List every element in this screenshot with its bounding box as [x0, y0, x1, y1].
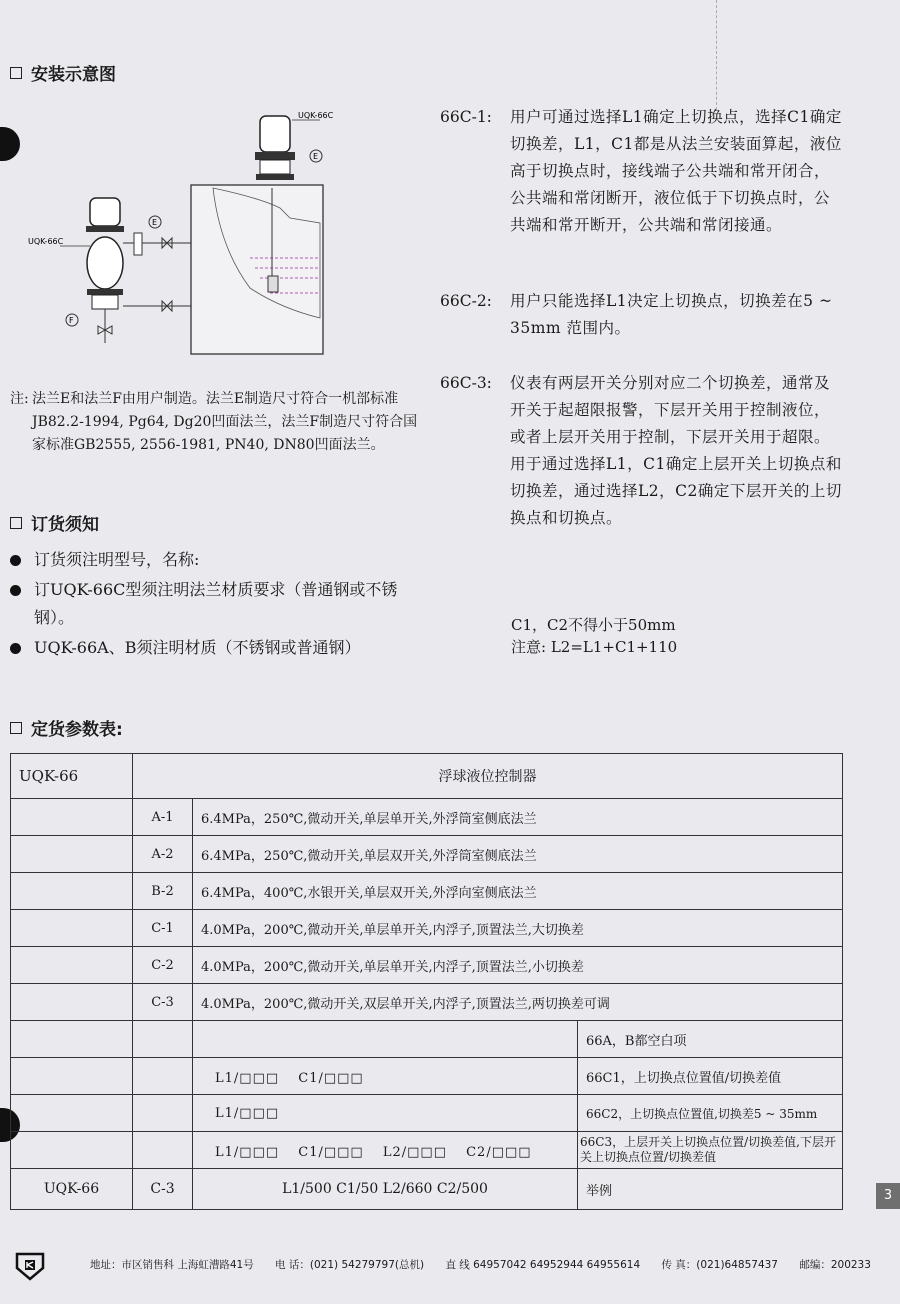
table-row [11, 836, 843, 873]
row-code: C-3 [133, 984, 193, 1021]
example-note: 举例 [578, 1169, 843, 1210]
example-model: UQK-66 [11, 1169, 133, 1210]
company-logo-icon [14, 1250, 48, 1282]
spec-66c-1: 66C-1: 用户可通过选择L1确定上切换点，选择C1确定切换差，L1，C1都是从法兰安装面算起，液位高于切换点时，接线端子公共端和常开闭合，公共端和常闭断开，液位低于下切换点时，公共端和常开断开，公共端和常闭接通。 [440, 108, 842, 234]
row-code: C-1 [133, 910, 193, 947]
row-desc: 6.4MPa，400℃,水银开关,单层双开关,外浮向室侧底法兰 [193, 873, 843, 910]
row-note: 66C2，上切换点位置值,切换差5 ~ 35mm [578, 1095, 843, 1132]
flange-f-label: F [69, 316, 74, 325]
spec-66c-3: 66C-3: 仪表有两层开关分别对应二个切换差，通常及开关于起超限报警，下层开关用于控制液位，或者上层开关用于控制，下层开关用于超限。用于通过选择L1，C1确定上层开关上切换点和切换差，通过选择L2，C2确定下层开关的上切换点和切换点。 [440, 374, 842, 527]
checkbox-square-icon [10, 67, 22, 79]
spec-66c-2: 66C-2: 用户只能选择L1决定上切换点，切换差在5 ~ 35mm 范围内。 [440, 292, 833, 337]
checkbox-square-icon [10, 517, 22, 529]
order-item: UQK-66A、B须注明材质（不锈钢或普通钢） [10, 634, 420, 662]
constraint-line: C1，C2不得小于50mm [511, 616, 676, 634]
row-desc: 4.0MPa，200℃,微动开关,单层单开关,内浮子,顶置法兰,大切换差 [193, 910, 843, 947]
row-code: A-1 [133, 799, 193, 836]
flange-e-label: E [313, 152, 319, 161]
binder-hole [0, 127, 20, 161]
footer-contact [90, 1257, 889, 1272]
installation-diagram [20, 108, 350, 363]
table-row [11, 1058, 843, 1095]
label-top: UQK-66C [298, 111, 334, 120]
row-fill: L1/□□□ C1/□□□ L2/□□□ C2/□□□ [193, 1132, 578, 1169]
example-fill: L1/500 C1/50 L2/660 C2/500 [193, 1169, 578, 1210]
install-note: 注: 法兰E和法兰F由用户制造。法兰E制造尺寸符合一机部标准JB82.2-1994, Pg64, Dg20凹面法兰，法兰F制造尺寸符合国家标准GB2555, 2556-1981, PN40, DN80凹面法兰。 [10, 391, 418, 453]
header-name: 浮球液位控制器 [133, 754, 843, 799]
row-desc: 6.4MPa，250℃,微动开关,单层单开关,外浮筒室侧底法兰 [193, 799, 843, 836]
section-order-title: 订货须知 [10, 510, 99, 535]
order-item: 订UQK-66C型须注明法兰材质要求（普通钢或不锈钢）。 [10, 576, 420, 632]
page-number: 3 [876, 1183, 900, 1209]
table-row [11, 873, 843, 910]
table-row [11, 799, 843, 836]
header-model: UQK-66 [11, 754, 133, 799]
table-example-row [11, 1169, 843, 1210]
table-row [11, 910, 843, 947]
crease-line [716, 0, 717, 110]
label-left: UQK-66C [28, 237, 64, 246]
checkbox-square-icon [10, 722, 22, 734]
table-row [11, 1021, 843, 1058]
footer-direct: 直 线 64957042 64952944 64955614 [445, 1259, 641, 1271]
row-fill [193, 1021, 578, 1058]
row-note: 66C3，上层开关上切换点位置/切换差值,下层开关上切换点位置/切换差值 [578, 1132, 843, 1169]
row-fill: L1/□□□ [193, 1095, 578, 1132]
row-desc: 6.4MPa，250℃,微动开关,单层双开关,外浮筒室侧底法兰 [193, 836, 843, 873]
constraint-formula: 注意: L2=L1+C1+110 [511, 638, 678, 656]
row-code: A-2 [133, 836, 193, 873]
footer-phone: 电 话：(021) 54279797(总机) [275, 1259, 425, 1271]
params-table [10, 753, 843, 1210]
row-fill: L1/□□□ C1/□□□ [193, 1058, 578, 1095]
bullet-icon [10, 555, 21, 566]
footer-fax: 传 真：(021)64857437 [661, 1259, 778, 1271]
order-item: 订货须注明型号，名称: [10, 546, 420, 574]
table-row [11, 984, 843, 1021]
table-row [11, 1095, 843, 1132]
row-note: 66C1，上切换点位置值/切换差值 [578, 1058, 843, 1095]
table-row [11, 1132, 843, 1169]
flange-e-side-label: E [152, 218, 158, 227]
footer-postcode: 邮编：200233 [799, 1259, 871, 1271]
row-desc: 4.0MPa，200℃,微动开关,单层单开关,内浮子,顶置法兰,小切换差 [193, 947, 843, 984]
row-code: C-2 [133, 947, 193, 984]
section-params-title: 定货参数表: [10, 715, 123, 740]
bullet-icon [10, 643, 21, 654]
table-header-row [11, 754, 843, 799]
table-row [11, 947, 843, 984]
row-code: B-2 [133, 873, 193, 910]
bullet-icon [10, 585, 21, 596]
section-install-title: 安装示意图 [10, 60, 116, 85]
footer-address: 地址：市区销售科 上海虹漕路41号 [90, 1259, 254, 1271]
row-note: 66A，B都空白项 [578, 1021, 843, 1058]
example-code: C-3 [133, 1169, 193, 1210]
row-desc: 4.0MPa，200℃,微动开关,双层单开关,内浮子,顶置法兰,两切换差可调 [193, 984, 843, 1021]
